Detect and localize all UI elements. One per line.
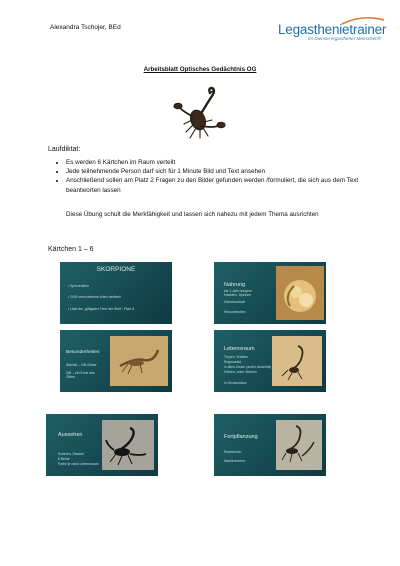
card-title: Aussehen — [58, 432, 83, 438]
card-line: Insekten, Spinnen — [224, 293, 252, 297]
card-line: Heuschrecken — [224, 310, 246, 314]
list-item: • Es werden 6 Kärtchen im Raum verteilt — [66, 158, 376, 167]
card-line: Scheren, Stachel — [58, 452, 84, 456]
cards-label: Kärtchen 1 – 6 — [48, 246, 94, 253]
logo-brand-text: Legasthenietrainer — [278, 22, 387, 37]
card-title: Lebensraum — [224, 346, 255, 352]
card-line: Gemeinschaft — [224, 300, 245, 304]
author-name: Alexandra Tschojer, BEd — [50, 24, 121, 31]
card-title: Fortpflanzung — [224, 434, 258, 440]
card-line: Tropen, Wüsten — [224, 355, 248, 359]
exercise-note: Diese Übung schult die Merkfähigkeit und lassen sich nahezu mit jedem Thema ausrichten — [66, 211, 319, 218]
card-line: Eiweibchen — [224, 450, 242, 454]
card-line: Höhlen, unter Steinen — [224, 370, 257, 374]
legasthenietrainer-logo — [278, 22, 388, 48]
card-5 — [46, 414, 158, 476]
scorpion-photo — [276, 266, 324, 320]
card-title: SKORPIONE — [96, 266, 136, 273]
scorpion-image — [172, 86, 228, 142]
card-6 — [214, 414, 326, 476]
logo-tagline: Im Dienste legasthener Menschen® — [308, 36, 382, 41]
card-line: Farbe je nach Lebensraum — [58, 462, 99, 466]
scorpion-photo — [102, 420, 154, 470]
card-line: Stachel – Gift-Drüse — [66, 363, 97, 367]
card-line: Gift – ein Ende des Giftes — [66, 371, 95, 380]
card-line: • Spinnentiere — [68, 284, 90, 288]
instruction-list — [48, 158, 376, 195]
card-title: Besonderheiten — [66, 350, 100, 355]
card-line: Regenwald — [224, 360, 241, 364]
scorpion-photo — [110, 336, 168, 386]
swoosh-icon — [340, 16, 386, 26]
list-item: • Anschließend sollen am Platz 2 Fragen zu den Bilder gefunden werden /formuliert, die sich aus dem Text beantworten lassen — [66, 176, 376, 194]
card-line: • Liste der „giftigsten Tiere der Welt“: Platz 8 — [68, 307, 135, 311]
scorpion-photo — [272, 336, 322, 386]
scorpion-photo — [276, 420, 322, 470]
card-3 — [60, 330, 172, 392]
card-line: in allen Zonen (außer Antarktis) — [224, 365, 272, 369]
card-1 — [60, 262, 172, 324]
worksheet-title: Arbeitsblatt Optisches Gedächtnis OG — [143, 66, 257, 73]
card-line: bis 1 Jahr hungern — [224, 289, 253, 293]
card-line: Nachkommen — [224, 459, 245, 463]
card-2 — [214, 262, 326, 324]
card-title: Nahrung — [224, 282, 246, 288]
card-line: in Deutschland — [224, 381, 247, 385]
laufdiktat-label: Laufdiktat: — [48, 146, 81, 153]
list-item: • Jede teilnehmende Person darf sich für 1 Minute Bild und Text ansehen — [66, 167, 376, 176]
card-4 — [214, 330, 326, 392]
card-line: 8 Beine — [58, 457, 70, 461]
card-line: • 2000 verschiedene Arten weltweit — [68, 295, 121, 299]
